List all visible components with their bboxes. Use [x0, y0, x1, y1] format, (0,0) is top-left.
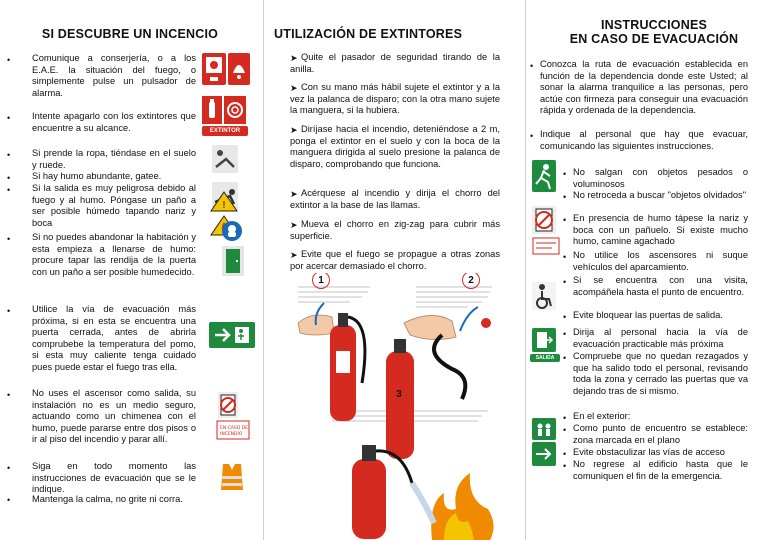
list-item: Diríjase hacia el incendio, deteniéndose a 2 m, ponga el extintor en el suelo y con la boca de la manguera dirigida al suelo presione la palanca de disparo, comprobando que funciona.	[290, 124, 500, 169]
svg-text:!: !	[222, 200, 227, 211]
alarm-bell-icon	[228, 53, 250, 85]
bullet: •	[563, 449, 567, 459]
exit-arrow-sign-icon	[532, 442, 556, 466]
list-item: Si hay humo abundante, gatee.	[32, 171, 162, 181]
bullet: •	[563, 277, 567, 287]
bullet: •	[563, 215, 567, 225]
bullet: •	[7, 495, 11, 505]
extinguisher-label-sign	[202, 126, 248, 136]
svg-text:INCENDIO: INCENDIO	[220, 432, 243, 437]
arrow-bullet-icon: ➤	[290, 83, 298, 93]
bullet: •	[563, 353, 567, 363]
exit-label-sign	[530, 354, 560, 362]
list-item: Mueva el chorro en zig-zag para cubrir más superficie.	[290, 219, 500, 241]
list-item: No utilice los ascensores ni suque vehículos del aparcamiento.	[573, 250, 748, 272]
bullet: •	[7, 55, 11, 65]
fire-alarm-icon	[202, 53, 226, 85]
extinguisher-steps-illustration	[292, 273, 502, 540]
sign-text: EXTINTOR	[209, 128, 241, 134]
hose-sign-icon	[224, 96, 246, 124]
bullet: •	[563, 329, 567, 339]
list-item: No uses el ascensor como salida, su instalación no es un medio seguro, actuando como un chimenea con el humo, puede pararse entre dos pisos o ir al piso del incendio y parar allí.	[32, 388, 196, 445]
list-item: No salgan con objetos pesados o voluminosos	[573, 167, 748, 189]
bullet: •	[563, 413, 567, 423]
section-title: SI DESCUBRE UN INCENCIO	[41, 27, 219, 41]
list-item: Evite obstaculizar las vías de acceso	[573, 447, 725, 457]
column-fire-discovery	[0, 0, 264, 540]
bullet: •	[563, 425, 567, 435]
bullet: •	[7, 185, 11, 195]
gas-mask-icon	[222, 221, 242, 241]
list-item: Evite que el fuego se propague a otras zonas por acercar demasiado el chorro.	[290, 249, 500, 271]
no-elevator-icon	[218, 392, 238, 418]
bullet: •	[7, 113, 11, 123]
step-number: 2	[462, 273, 480, 289]
list-item: En el exterior:	[573, 411, 631, 421]
list-item: Quite el pasador de seguridad tirando de la anilla.	[290, 52, 500, 74]
assembly-point-icon	[532, 418, 556, 440]
sign-text: SALIDA	[535, 355, 555, 361]
bullet: •	[530, 61, 534, 71]
bullet: •	[7, 390, 11, 400]
section-title: UTILIZACIÓN DE EXTINTORES	[274, 27, 463, 41]
bullet: •	[563, 192, 567, 202]
exit-door-sign-icon	[532, 328, 556, 352]
list-item: Si prende la ropa, tiéndase en el suelo y ruede.	[32, 148, 196, 170]
list-item: Utilice la vía de evacuación más próxima, si en esta se encuentra una puerta cerrada, antes de abrirla comprubebe la temperatura del pomo, si esta muy caliente tenga cuidado pues puede estar el fuego tras ella.	[32, 304, 196, 372]
section-title-line1: INSTRUCCIONES	[600, 18, 708, 32]
door-icon	[222, 246, 244, 276]
step-number: 3	[390, 385, 408, 403]
no-elevator-sign-icon	[532, 237, 560, 255]
vest-icon	[219, 460, 245, 492]
list-item: No retroceda a buscar "objetos olvidados"	[573, 190, 747, 200]
bullet: •	[563, 252, 567, 262]
list-item: Compruebe que no quedan rezagados y que ha salido todo el personal, revisando toda la zona y cerrado las puertas que va dejando tras de si mismo.	[573, 351, 748, 396]
extinguisher-sign-icon	[202, 96, 222, 124]
step-number: 1	[312, 273, 330, 289]
list-item: Evite bloquear las puertas de salida.	[573, 310, 723, 320]
column-evacuation	[526, 0, 780, 540]
bullet: •	[563, 461, 567, 471]
no-elevator-sign-icon	[216, 420, 250, 440]
list-item: Indique al personal que hay que evacuar, comunicando las siguientes instrucciones.	[540, 129, 748, 151]
arrow-bullet-icon: ➤	[290, 125, 298, 135]
arrow-bullet-icon: ➤	[290, 53, 298, 63]
bullet: •	[530, 131, 534, 141]
section-title-line2: EN CASO DE EVACUACIÓN	[569, 32, 739, 46]
list-item: Conozca la ruta de evacuación establecida en función de la dependencia donde este Usted; al sonar la alarma tranquilice a las personas, pero actúe con firmeza para conseguir una evacuación rápida y ordenada de la dependencia.	[540, 59, 748, 116]
list-item: Si la salida es muy peligrosa debido al fuego y al humo. Póngase un paño a ser posible húmedo tapando nariz y boca	[32, 183, 196, 228]
list-item: Comunique a conserjería, o a los E.A.E. la situación del fuego, o simplemente pulse un pulsador de alarma.	[32, 53, 196, 98]
list-item: Con su mano más hábil sujete el extintor y a la vez la palanca de disparo; con la otra mano sujete la manguera, si la hubiera.	[290, 82, 500, 116]
column-extinguisher-use	[264, 0, 526, 540]
bullet: •	[7, 306, 11, 316]
running-exit-icon	[532, 160, 556, 192]
list-item: Si se encuentra con una visita, acompáñela hasta el punto de encuentro.	[573, 275, 748, 297]
list-item: Intente apagarlo con los extintores que encuentre a su alcance.	[32, 111, 196, 133]
bullet: •	[7, 463, 11, 473]
list-item: Si no puedes abandonar la habitación y esta empieza a llenarse de humo: procure tapar las rendija de la puerta con un paño a ser posible humedecido.	[32, 232, 196, 277]
list-item: Mantenga la calma, no grite ni corra.	[32, 494, 183, 504]
wheelchair-icon	[532, 282, 556, 310]
arrow-bullet-icon: ➤	[290, 189, 298, 199]
list-item: Siga en todo momento las instrucciones de evacuación que se le indique.	[32, 461, 196, 495]
list-item: Como punto de encuentro se establece: zona marcada en el plano	[573, 423, 748, 445]
svg-text:EN CASO DE: EN CASO DE	[220, 426, 248, 431]
person-rolling-icon	[212, 145, 238, 173]
bullet: •	[7, 234, 11, 244]
list-item: Dirija al personal hacia la vía de evacuación practicable más próxima	[573, 327, 748, 349]
exit-arrow-icon	[209, 322, 255, 348]
warning-triangle-icon	[210, 190, 238, 212]
arrow-bullet-icon: ➤	[290, 220, 298, 230]
bullet: •	[563, 169, 567, 179]
list-item: En presencia de humo tápese la nariz y boca con un pañuelo. Si existe mucho humo, camine agachado	[573, 213, 748, 247]
bullet: •	[7, 173, 11, 183]
bullet: •	[563, 312, 567, 322]
bullet: •	[7, 150, 11, 160]
arrow-bullet-icon: ➤	[290, 250, 298, 260]
list-item: Acérquese al incendio y dirija el chorro del extintor a la base de las llamas.	[290, 188, 500, 210]
no-elevator-icon	[532, 206, 556, 234]
list-item: No regrese al edificio hasta que le comuniquen el fin de la emergencia.	[573, 459, 748, 481]
